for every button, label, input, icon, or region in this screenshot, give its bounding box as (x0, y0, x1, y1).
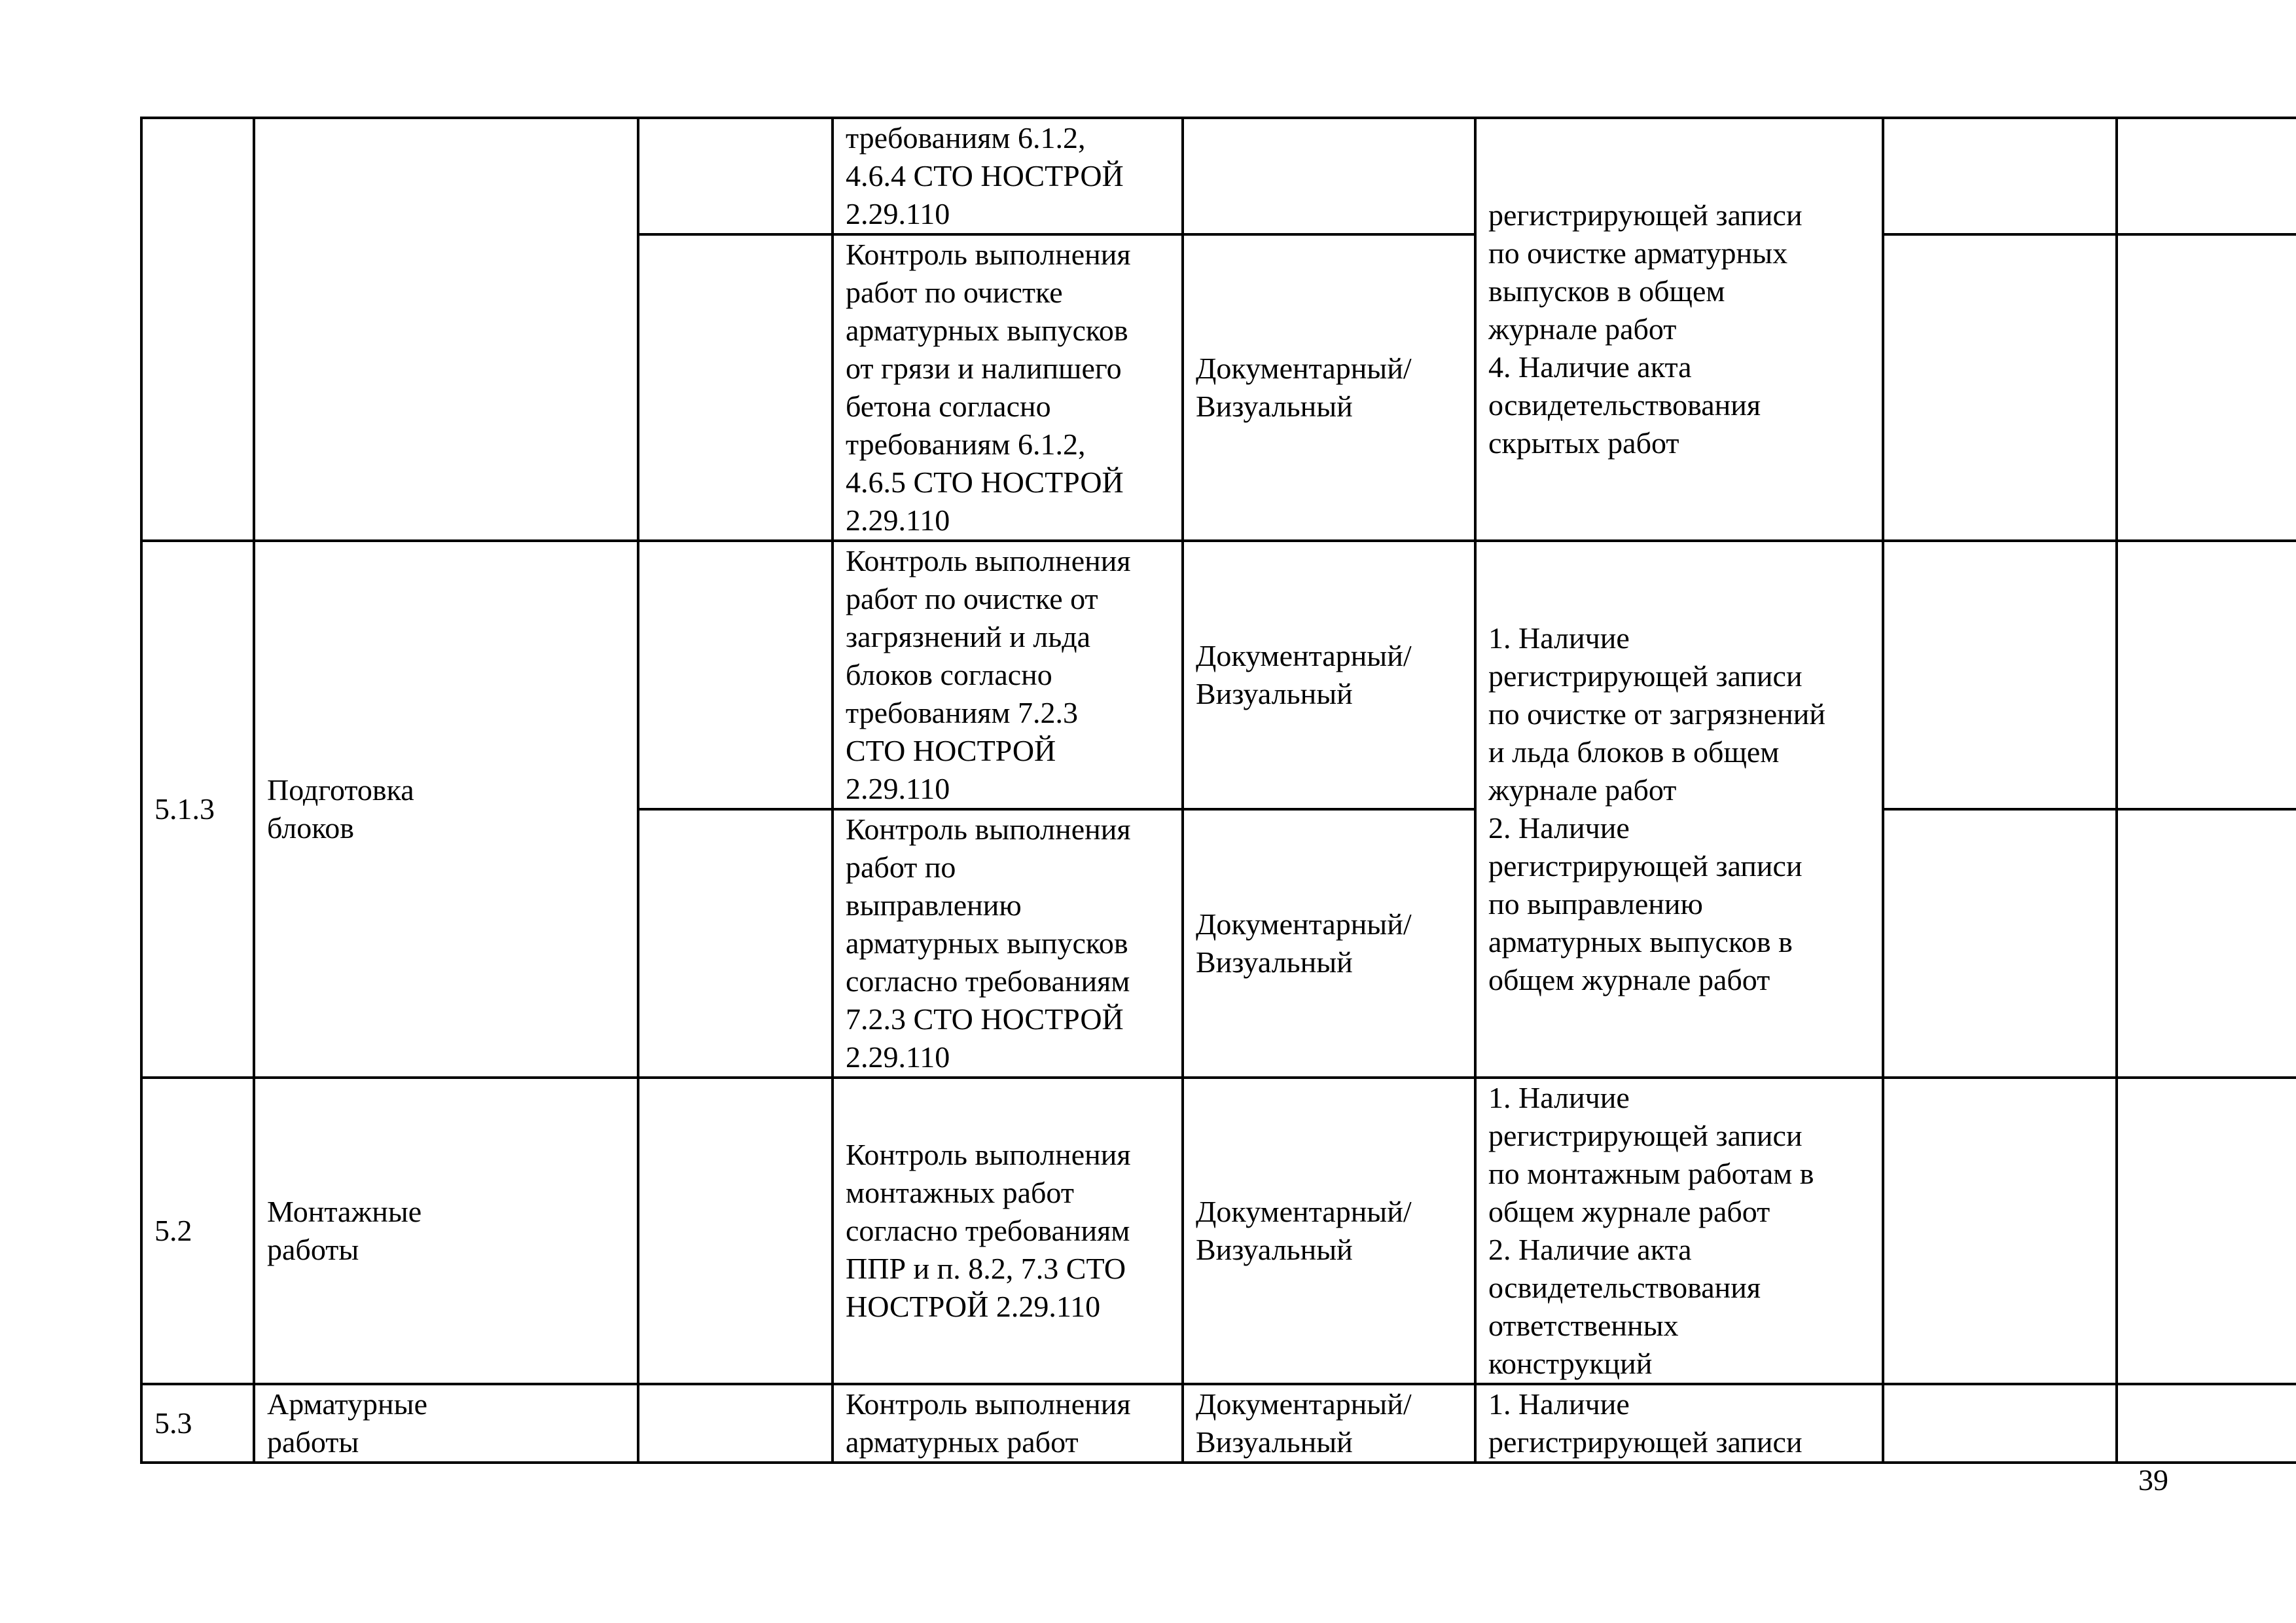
row-number-cell: 5.1.3 (141, 541, 254, 1078)
empty-cell (2117, 1078, 2296, 1384)
work-name-cell (254, 118, 638, 541)
empty-cell (2117, 541, 2296, 809)
control-method-cell: Документарный/ Визуальный (1183, 1078, 1475, 1384)
empty-cell (2117, 234, 2296, 541)
work-name-cell: Подготовка блоков (254, 541, 638, 1078)
empty-cell (638, 118, 833, 234)
empty-cell (1883, 1078, 2117, 1384)
control-description-cell: Контроль выполнения монтажных работ согласно требованиям ППР и п. 8.2, 7.3 СТО НОСТРОЙ 2.29.110 (833, 1078, 1183, 1384)
documents-cell: регистрирующей записи по очистке арматурных выпусков в общем журнале работ 4. Наличие акта освидетельствования скрытых работ (1475, 118, 1883, 541)
documents-cell: 1. Наличие регистрирующей записи по монтажным работам в общем журнале работ 2. Наличие акта освидетельствования ответственных конструкций (1475, 1078, 1883, 1384)
empty-cell (638, 809, 833, 1078)
control-description-cell: Контроль выполнения работ по выправлению арматурных выпусков согласно требованиям 7.2.3 СТО НОСТРОЙ 2.29.110 (833, 809, 1183, 1078)
empty-cell (1883, 118, 2117, 234)
work-name-cell: Монтажные работы (254, 1078, 638, 1384)
control-method-cell: Документарный/ Визуальный (1183, 809, 1475, 1078)
row-number-cell (141, 118, 254, 541)
empty-cell (638, 541, 833, 809)
empty-cell (638, 1078, 833, 1384)
inspection-table (140, 117, 2296, 1464)
control-description-cell: Контроль выполнения работ по очистке арматурных выпусков от грязи и налипшего бетона согласно требованиям 6.1.2, 4.6.5 СТО НОСТРОЙ 2.29.110 (833, 234, 1183, 541)
empty-cell (1883, 541, 2117, 809)
documents-cell: 1. Наличие регистрирующей записи по очистке от загрязнений и льда блоков в общем журнале работ 2. Наличие регистрирующей записи по выправлению арматурных выпусков в общем журнале работ (1475, 541, 1883, 1078)
empty-cell (1883, 234, 2117, 541)
control-method-cell: Документарный/ Визуальный (1183, 234, 1475, 541)
empty-cell (2117, 1384, 2296, 1463)
empty-cell (2117, 809, 2296, 1078)
control-method-cell: Документарный/ Визуальный (1183, 541, 1475, 809)
empty-cell (1883, 1384, 2117, 1463)
page-number: 39 (2138, 1463, 2168, 1497)
control-description-cell: требованиям 6.1.2, 4.6.4 СТО НОСТРОЙ 2.29.110 (833, 118, 1183, 234)
empty-cell (2117, 118, 2296, 234)
empty-cell (1883, 809, 2117, 1078)
control-method-cell (1183, 118, 1475, 234)
documents-cell: 1. Наличие регистрирующей записи (1475, 1384, 1883, 1463)
empty-cell (638, 234, 833, 541)
row-number-cell: 5.2 (141, 1078, 254, 1384)
work-name-cell: Арматурные работы (254, 1384, 638, 1463)
empty-cell (638, 1384, 833, 1463)
control-method-cell: Документарный/ Визуальный (1183, 1384, 1475, 1463)
control-description-cell: Контроль выполнения арматурных работ (833, 1384, 1183, 1463)
row-number-cell: 5.3 (141, 1384, 254, 1463)
control-description-cell: Контроль выполнения работ по очистке от загрязнений и льда блоков согласно требованиям 7.2.3 СТО НОСТРОЙ 2.29.110 (833, 541, 1183, 809)
